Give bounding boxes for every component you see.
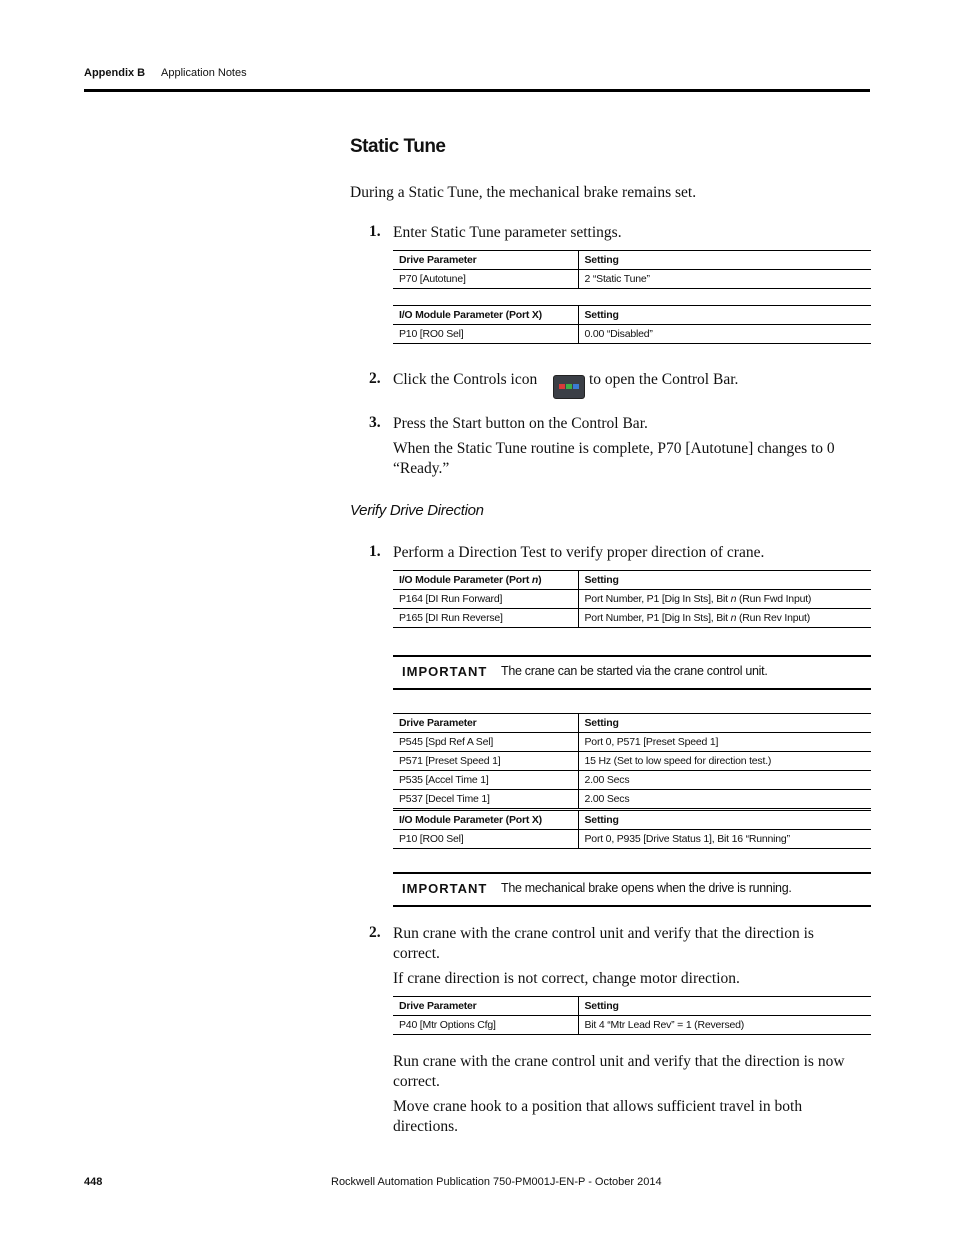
closing-text: Move crane hook to a position that allows sufficient travel in both directions. — [393, 1098, 803, 1135]
closing-text: Run crane with the crane control unit and verify that the direction is now correct. — [393, 1053, 845, 1090]
page-number: 448 — [84, 1176, 103, 1188]
step-number: 1. — [369, 543, 381, 560]
table-cell: P10 [RO0 Sel] — [393, 830, 578, 849]
static-tune-io-table — [393, 305, 871, 344]
important-text: The mechanical brake opens when the drive is running. — [501, 881, 792, 895]
table-cell: 2 “Static Tune” — [578, 270, 871, 289]
motor-direction-table — [393, 996, 871, 1035]
green-dot-icon — [566, 384, 572, 389]
important-box — [393, 872, 871, 907]
step-text: Click the Controls icon — [393, 371, 538, 388]
direction-io-table — [393, 570, 871, 628]
controls-icon — [553, 375, 585, 399]
table-cell: 0.00 “Disabled” — [578, 325, 871, 344]
intro-text: During a Static Tune, the mechanical brake remains set. — [350, 184, 697, 201]
col-header: Setting — [578, 811, 871, 830]
table-cell: P545 [Spd Ref A Sel] — [393, 733, 578, 752]
col-header: Setting — [578, 306, 871, 325]
step-text: Run crane with the crane control unit and verify that the direction is correct. — [393, 925, 814, 962]
col-header: I/O Module Parameter (Port X) — [393, 306, 578, 325]
static-tune-table — [393, 250, 871, 289]
step-note: If crane direction is not correct, change motor direction. — [393, 970, 740, 987]
blue-dot-icon — [573, 384, 579, 389]
col-header: I/O Module Parameter (Port n) — [393, 571, 578, 590]
step-text: Press the Start button on the Control Bar. — [393, 415, 648, 432]
important-label: IMPORTANT — [402, 881, 488, 896]
header-rule — [84, 89, 870, 92]
table-cell: P70 [Autotune] — [393, 270, 578, 289]
col-header: Setting — [578, 997, 871, 1016]
col-header: Setting — [578, 571, 871, 590]
table-cell: 2.00 Secs — [578, 771, 871, 790]
table-cell: P571 [Preset Speed 1] — [393, 752, 578, 771]
direction-io-relay-table — [393, 810, 871, 849]
table-cell: Port Number, P1 [Dig In Sts], Bit n (Run Fwd Input) — [578, 590, 871, 609]
table-cell: Port 0, P935 [Drive Status 1], Bit 16 “Running” — [578, 830, 871, 849]
table-cell: P10 [RO0 Sel] — [393, 325, 578, 344]
step-text: Enter Static Tune parameter settings. — [393, 224, 622, 241]
step-number: 2. — [369, 370, 381, 387]
table-cell: 15 Hz (Set to low speed for direction test.) — [578, 752, 871, 771]
table-cell: P537 [Decel Time 1] — [393, 790, 578, 809]
col-header: Setting — [578, 714, 871, 733]
red-dot-icon — [559, 384, 565, 389]
table-cell: P165 [DI Run Reverse] — [393, 609, 578, 628]
header-chapter: Application Notes — [161, 67, 247, 79]
col-header: Drive Parameter — [393, 714, 578, 733]
table-cell: Bit 4 “Mtr Lead Rev” = 1 (Reversed) — [578, 1016, 871, 1035]
col-header: Setting — [578, 251, 871, 270]
important-label: IMPORTANT — [402, 664, 488, 679]
col-header: Drive Parameter — [393, 251, 578, 270]
step-number: 2. — [369, 924, 381, 941]
table-cell: Port 0, P571 [Preset Speed 1] — [578, 733, 871, 752]
header-section: Appendix B — [84, 67, 146, 79]
page-title: Static Tune — [350, 136, 446, 157]
important-text: The crane can be started via the crane control unit. — [501, 664, 768, 678]
step-note: When the Static Tune routine is complete, P70 [Autotune] changes to 0 “Ready.” — [393, 440, 835, 477]
col-header: I/O Module Parameter (Port X) — [393, 811, 578, 830]
table-cell: P535 [Accel Time 1] — [393, 771, 578, 790]
step-text: to open the Control Bar. — [589, 371, 739, 388]
important-box — [393, 655, 871, 690]
direction-drive-table — [393, 713, 871, 809]
table-cell: Port Number, P1 [Dig In Sts], Bit n (Run Rev Input) — [578, 609, 871, 628]
col-header: Drive Parameter — [393, 997, 578, 1016]
table-cell: 2.00 Secs — [578, 790, 871, 809]
table-cell: P164 [DI Run Forward] — [393, 590, 578, 609]
subheading: Verify Drive Direction — [350, 502, 484, 519]
publication-info: Rockwell Automation Publication 750-PM001J-EN-P - October 2014 — [331, 1176, 662, 1188]
step-number: 1. — [369, 223, 381, 240]
table-cell: P40 [Mtr Options Cfg] — [393, 1016, 578, 1035]
step-number: 3. — [369, 414, 381, 431]
step-text: Perform a Direction Test to verify proper direction of crane. — [393, 544, 765, 561]
